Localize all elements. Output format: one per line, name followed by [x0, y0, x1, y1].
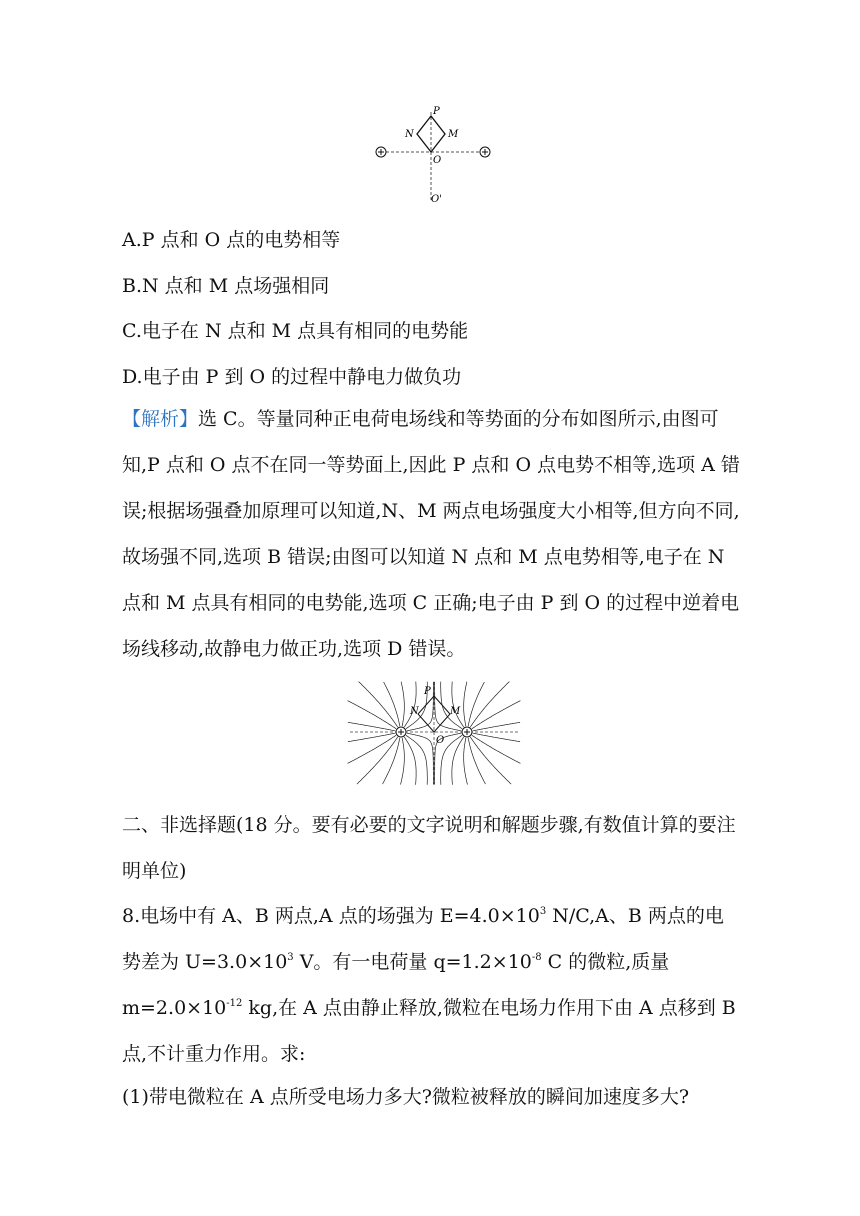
analysis-text: 选 C。等量同种正电荷电场线和等势面的分布如图所示,由图可知,P 点和 O 点不在同一等势面上,因此 P 点和 O 点电势不相等,选项 A 错误;根据场强叠加原理可以知道,N、M 两点电场强度大小相等,但方向不同,故场强不同,选项 B 错误;由图可以知道 N 点和 M 点电势相等,电子在 N 点和 M 点具有相同的电势能,选项 C 正确;电子由 P 到 O 的过程中逆着电场线移动,故静电力做正功,选项 D 错误。 — [122, 408, 740, 660]
field-line — [383, 738, 400, 784]
fig2-label-m: M — [450, 706, 461, 717]
field-line — [359, 682, 398, 727]
field-line — [406, 735, 427, 784]
positive-charge-left — [376, 147, 386, 157]
fig2-label-o: O — [436, 735, 445, 746]
positive-charge-right — [480, 147, 490, 157]
label-p: P — [433, 106, 440, 117]
field-line — [404, 682, 416, 727]
label-o-prime: O' — [431, 194, 442, 205]
option-b: B.N 点和 M 点场强相同 — [122, 275, 330, 297]
fig2-label-n: N — [410, 706, 419, 717]
option-d: D.电子由 P 到 O 的过程中静电力做负功 — [122, 366, 462, 388]
option-a: A.P 点和 O 点的电势相等 — [122, 229, 341, 251]
question-8-part-1: (1)带电微粒在 A 点所受电场力多大?微粒被释放的瞬间加速度多大? — [122, 1086, 690, 1108]
field-line — [452, 737, 464, 785]
field-line — [468, 682, 484, 726]
field-line — [384, 682, 400, 726]
section-2-heading: 二、非选择题(18 分。要有必要的文字说明和解题步骤,有数值计算的要注明单位) — [122, 814, 736, 882]
field-line — [470, 682, 509, 727]
label-n: N — [405, 129, 414, 140]
field-line — [401, 682, 404, 726]
fig2-label-p: P — [424, 686, 431, 697]
field-charge-right — [462, 727, 472, 737]
field-line — [401, 738, 405, 785]
field-charge-left — [396, 727, 406, 737]
option-c: C.电子在 N 点和 M 点具有相同的电势能 — [122, 320, 469, 342]
label-o: O — [433, 155, 442, 166]
field-lines-figure — [346, 680, 522, 786]
field-line — [464, 738, 468, 785]
field-line — [404, 737, 416, 785]
question-8: 8.电场中有 A、B 两点,A 点的场强为 $E=4.0\times 10^3$ N/C,A、B 两点的电势差为 $U=3.0\times 10^3$ V。有一电荷量 $q=1.2\times 10^{-8}$ C 的微粒,质量 $m=2.0\times 10^{-12}$ kg,在 A 点由静止释放,微粒在电场力作用下由 A 点移到 B 点,不计重力作用。求: — [122, 905, 736, 1065]
label-m: M — [448, 129, 459, 140]
field-line — [464, 682, 467, 726]
analysis-tag: 【解析】 — [122, 408, 199, 430]
field-line — [357, 737, 398, 784]
field-line — [468, 738, 485, 784]
field-line — [452, 682, 464, 727]
analysis-paragraph — [122, 396, 742, 672]
field-line — [470, 737, 511, 784]
charges-square-figure — [368, 104, 498, 208]
field-line — [407, 733, 434, 784]
